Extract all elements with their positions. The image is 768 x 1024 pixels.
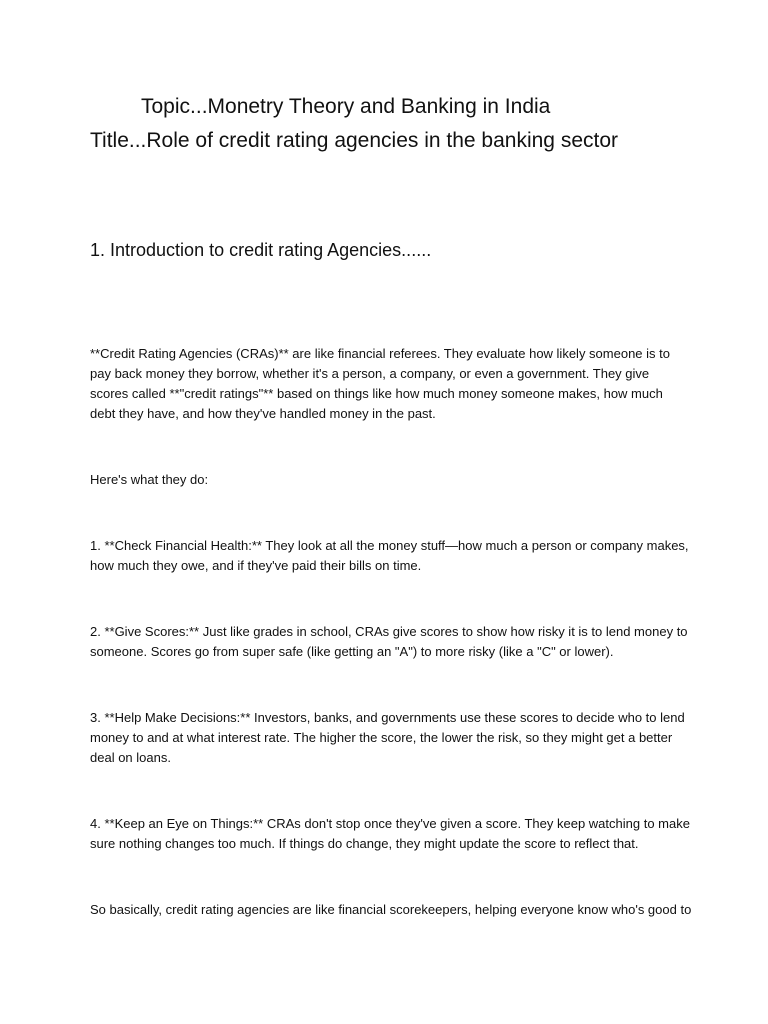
list-item-give-scores: 2. **Give Scores:** Just like grades in school, CRAs give scores to show how risky it is to lend money to someone. Scores go from super safe (like getting an "A") to more risky (like a "C" or lower). [90, 624, 688, 659]
list-item-help-make-decisions: 3. **Help Make Decisions:** Investors, banks, and governments use these scores to decide who to lend money to and at what interest rate. The higher the score, the lower the risk, so they might get a better deal on loans. [90, 710, 685, 765]
intro-paragraph: **Credit Rating Agencies (CRAs)** are like financial referees. They evaluate how likely someone is to pay back money they borrow, whether it's a person, a company, or even a government. They give scores called **"credit ratings"** based on things like how much money someone makes, how much debt they have, and how they've handled money in the past. [90, 346, 670, 421]
document-topic: Topic...Monetry Theory and Banking in India [141, 95, 551, 118]
document-title: Title...Role of credit rating agencies in the banking sector [90, 129, 619, 152]
heres-what-they-do: Here's what they do: [90, 472, 209, 487]
section-heading: 1. Introduction to credit rating Agencies...... [90, 240, 432, 260]
list-item-check-financial-health: 1. **Check Financial Health:** They look at all the money stuff—how much a person or company makes, how much they owe, and if they've paid their bills on time. [90, 538, 689, 573]
closing-paragraph: So basically, credit rating agencies are like financial scorekeepers, helping everyone know who's good to [90, 902, 692, 917]
list-item-keep-an-eye: 4. **Keep an Eye on Things:** CRAs don't stop once they've given a score. They keep watching to make sure nothing changes too much. If things do change, they might update the score to reflect that. [90, 816, 690, 851]
